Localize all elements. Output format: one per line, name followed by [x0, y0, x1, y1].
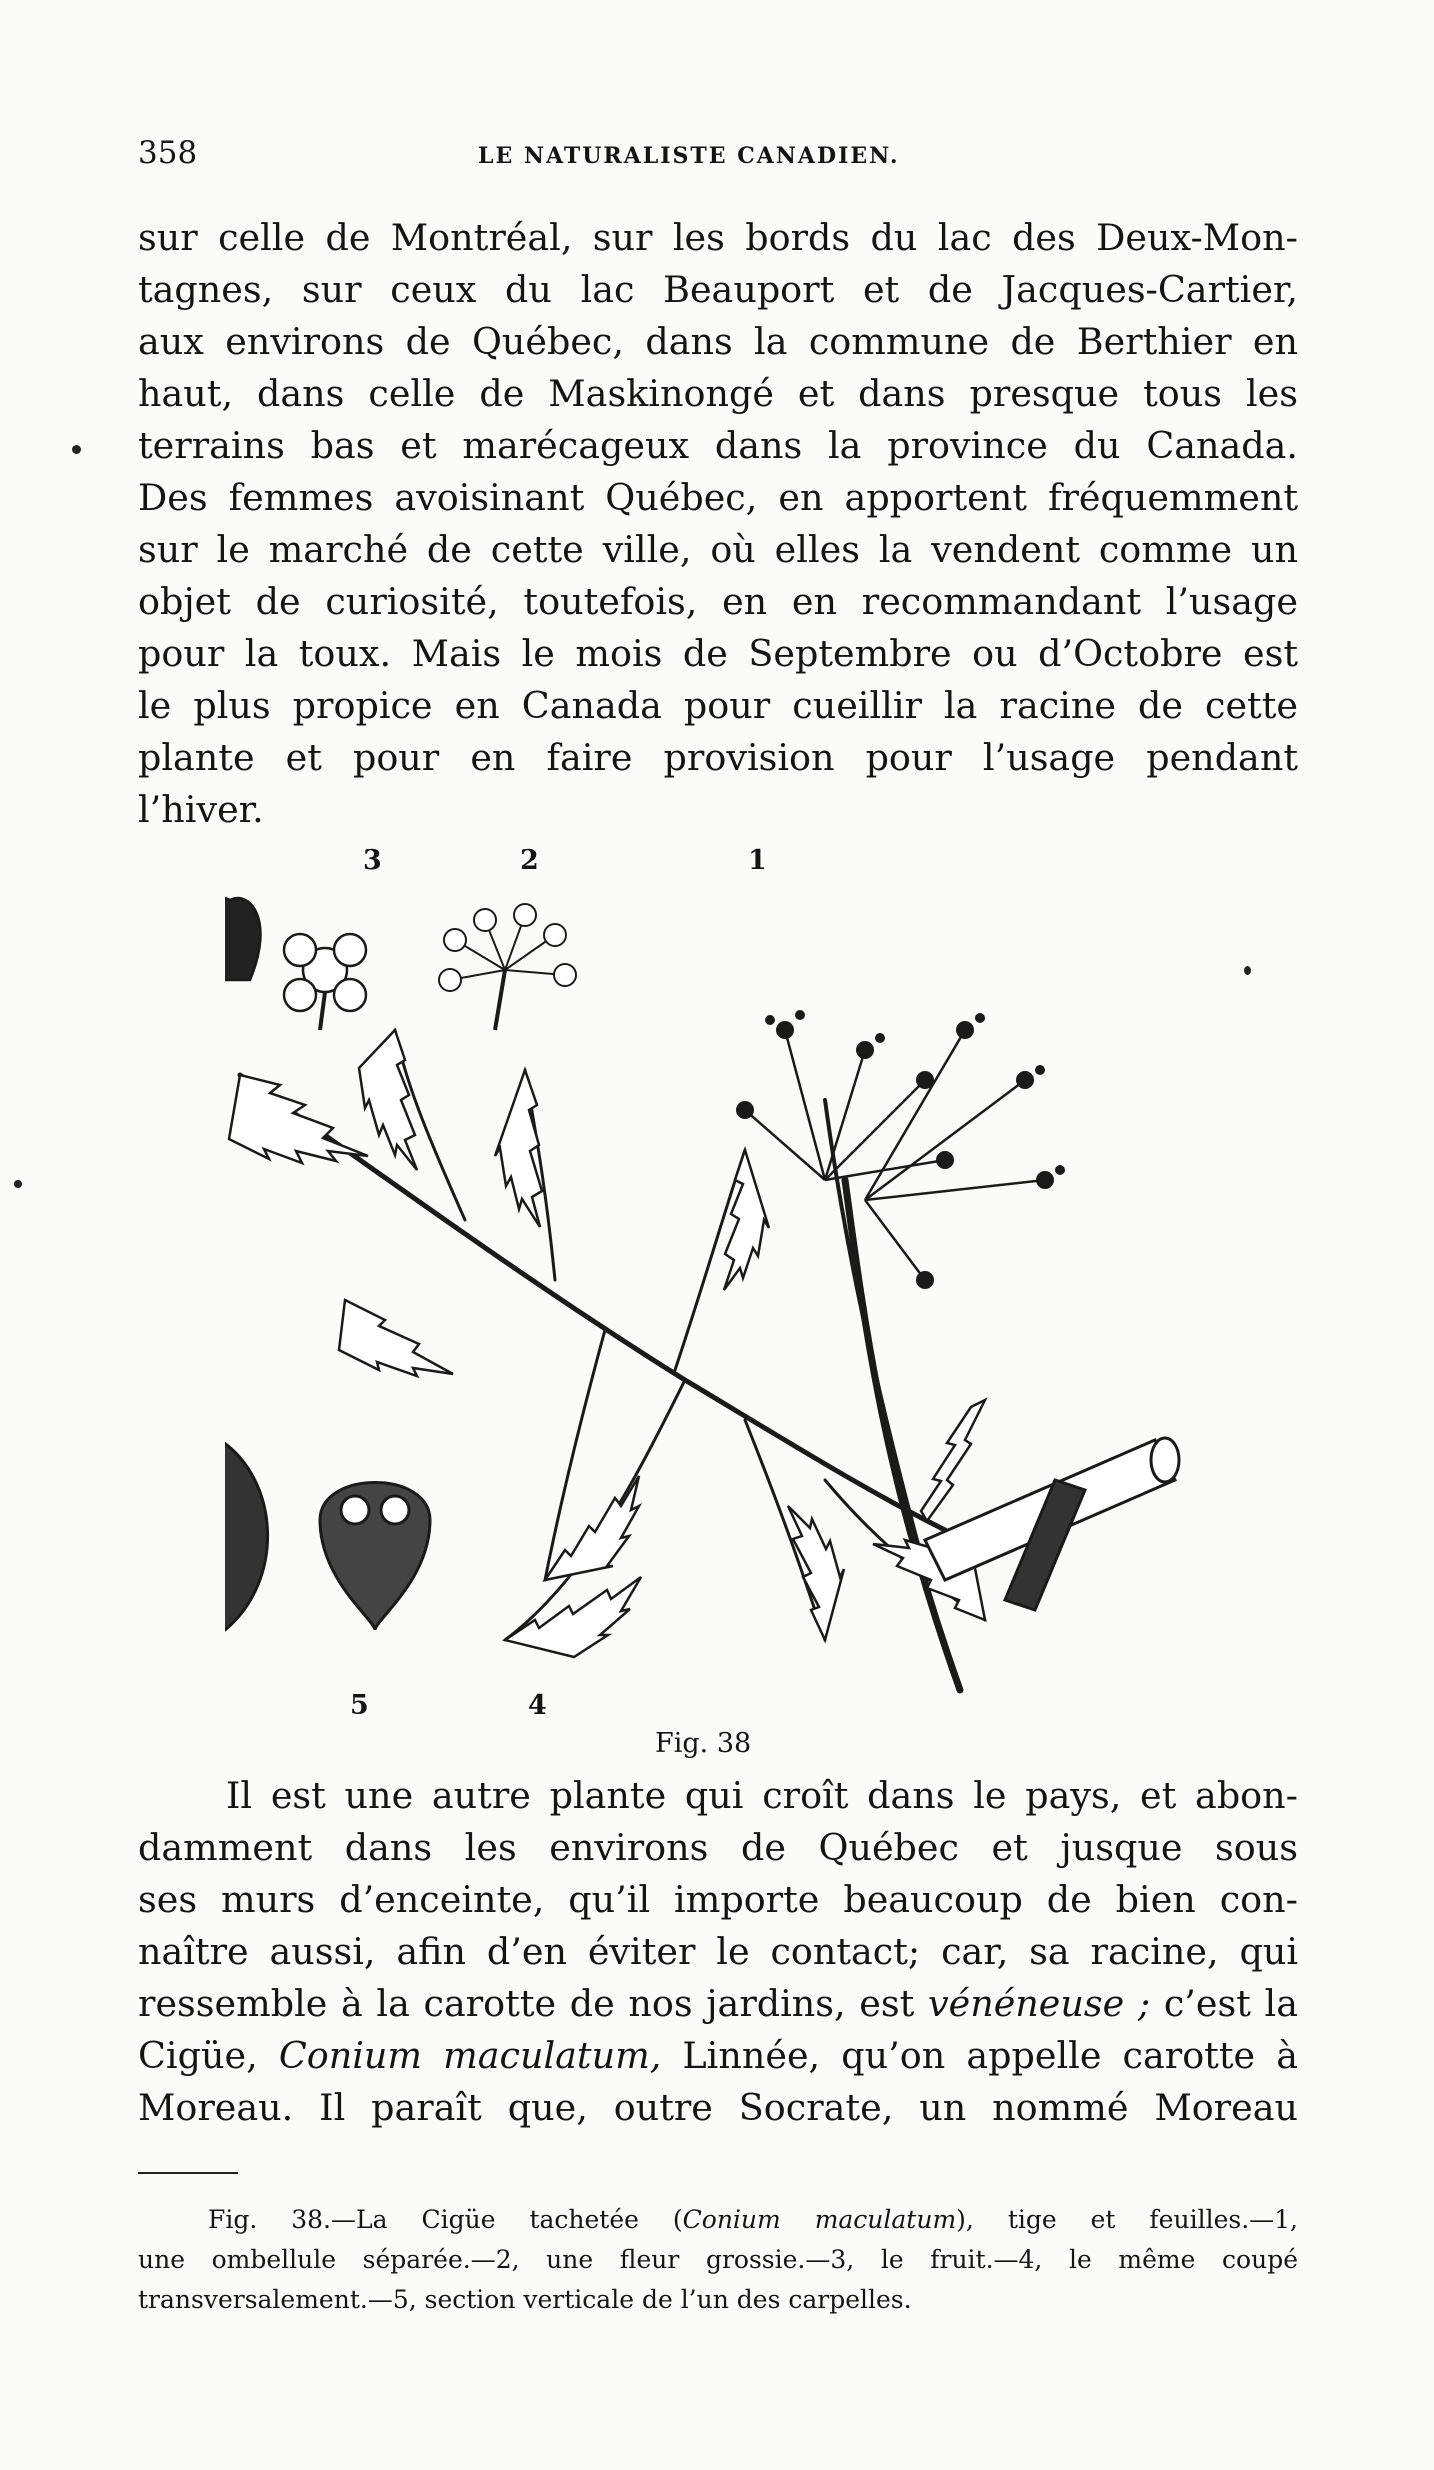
figure-label-3: 3 [363, 845, 382, 876]
page-number: 358 [138, 135, 198, 171]
figure-label-4: 4 [528, 1690, 547, 1721]
text-line: haut, dans celle de Maskinongé et dans presque tous les [138, 372, 1298, 415]
text-line: sur celle de Montréal, sur les bords du lac des Deux-Mon- [138, 216, 1298, 259]
text-line: Des femmes avoisinant Québec, en apportent fréquemment [138, 476, 1298, 519]
italic-term: Conium maculatum [682, 2205, 957, 2234]
footnote-line [138, 2200, 1298, 2240]
italic-term: Conium maculatum, [278, 2034, 662, 2077]
text-line: objet de curiosité, toutefois, en en recommandant l’usage [138, 580, 1298, 623]
text-run: Cigüe, [138, 2034, 279, 2077]
text-line: plante et pour en faire provision pour l’usage pendant [138, 736, 1298, 779]
italic-term: vénéneuse ; [927, 1982, 1151, 2025]
page-header [138, 135, 1288, 175]
footnote-line: une ombellule séparée.—2, une fleur grossie.—3, le fruit.—4, le même coupé [138, 2245, 1298, 2274]
text-run: Fig. 38.—La Cigüe tachetée ( [208, 2205, 683, 2234]
text-line: le plus propice en Canada pour cueillir la racine de cette [138, 684, 1298, 727]
text-line: terrains bas et marécageux dans la province du Canada. [138, 424, 1298, 467]
text-line: pour la toux. Mais le mois de Septembre ou d’Octobre est [138, 632, 1298, 675]
hemlock-illustration [225, 880, 1205, 1695]
text-line: naître aussi, afin d’en éviter le contact; car, sa racine, qui [138, 1930, 1298, 1973]
scan-speck [1244, 966, 1251, 975]
figure-label-2: 2 [520, 845, 539, 876]
footnote [138, 2200, 1298, 2320]
text-line: Moreau. Il paraît que, outre Socrate, un nommé Moreau [138, 2086, 1298, 2129]
text-line [138, 2030, 1298, 2082]
footnote-line: transversalement.—5, section verticale de l’un des carpelles. [138, 2285, 912, 2314]
text-run: c’est la [1150, 1982, 1298, 2025]
text-line [138, 1978, 1298, 2030]
running-title: LE NATURALISTE CANADIEN. [478, 143, 900, 169]
text-run: Linnée, qu’on appelle carotte à [661, 2034, 1299, 2077]
scan-speck [14, 1180, 22, 1188]
text-line: damment dans les environs de Québec et jusque sous [138, 1826, 1298, 1869]
text-run: ressemble à la carotte de nos jardins, est [138, 1982, 928, 2025]
figure-label-5: 5 [350, 1690, 369, 1721]
text-line: l’hiver. [138, 788, 264, 831]
text-run: ), tige et feuilles.—1, [956, 2205, 1298, 2234]
text-line: Il est une autre plante qui croît dans le pays, et abon- [226, 1774, 1298, 1817]
figure-caption: Fig. 38 [655, 1728, 752, 1759]
paragraph-1 [138, 212, 1298, 836]
paragraph-2 [138, 1770, 1298, 2134]
text-line: sur le marché de cette ville, où elles la vendent comme un [138, 528, 1298, 571]
text-line: ses murs d’enceinte, qu’il importe beaucoup de bien con- [138, 1878, 1298, 1921]
footnote-rule [138, 2172, 238, 2174]
text-line: tagnes, sur ceux du lac Beauport et de Jacques-Cartier, [138, 268, 1298, 311]
text-line: aux environs de Québec, dans la commune de Berthier en [138, 320, 1298, 363]
scan-speck [72, 445, 81, 454]
figure-label-1: 1 [748, 845, 767, 876]
